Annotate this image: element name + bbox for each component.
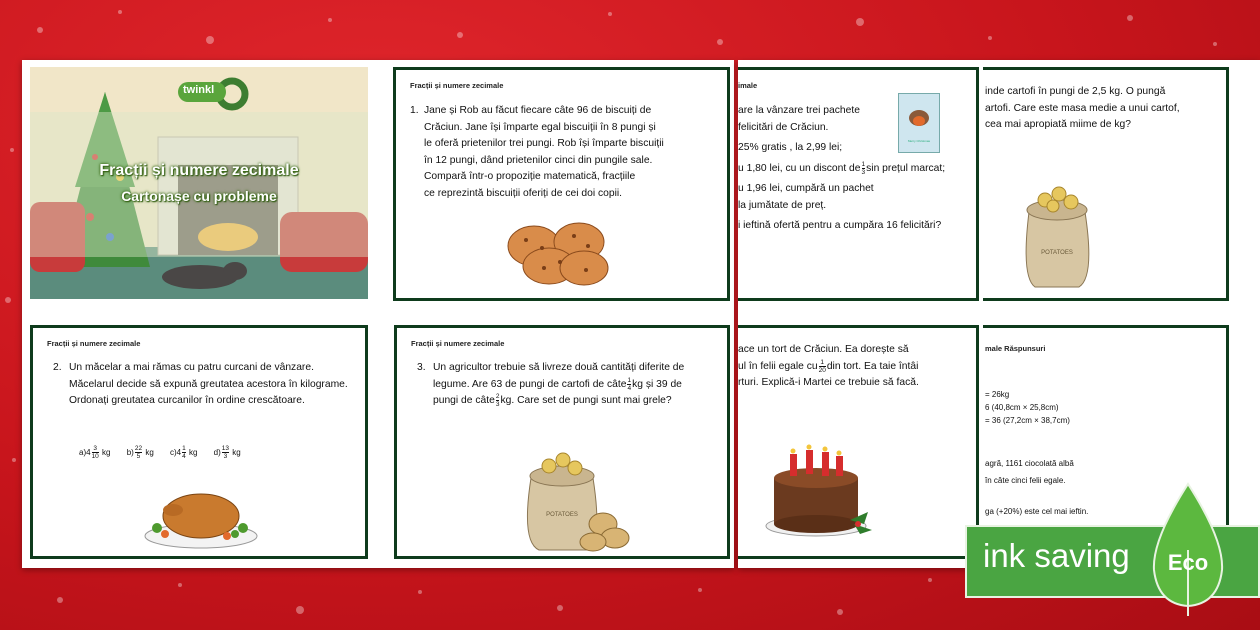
card-header: Fracții și numere zecimale [411,339,505,348]
cookies-illustration [504,218,614,288]
cover-card [30,67,368,299]
card-header: Fracții și numere zecimale [47,339,141,348]
fraction: $\frac{1}{3}$ [861,160,866,176]
problem-text: ace un tort de Crăciun. Ea dorește să ul în felii egale cu $\frac{1}{20}$ din tort. Ea taie întâi rturi. Explică-i Martei ce trebuie să facă. [738,344,919,389]
greeting-card-illustration [898,93,940,153]
option-a: a)4 $\frac{3}{10}$ kg [79,445,111,460]
eco-leaf-drop-icon [1146,480,1230,616]
option-b: b) $\frac{22}{5}$ kg [126,445,154,460]
roast-turkey-illustration [143,476,259,552]
potato-sack-illustration [517,446,637,554]
card-number: 1. [410,105,419,116]
robin-icon [899,94,939,134]
ink-saving-label: ink saving [983,537,1130,574]
problem-text: Un agricultor trebuie să livreze două cantități diferite de legume. Are 63 de pungi de cartofi de câte $\frac{1}{4}$ kg și 39 de pungi de câte $\frac{2}{3}$ kg. Care set de pungi sunt mai grele? [433,362,685,409]
problem-card-1 [393,67,730,301]
card-number: 3. [417,362,426,373]
christmas-cake-illustration [758,440,888,540]
fraction: $\frac{1}{4}$ [627,376,632,392]
cover-subtitle: Cartonașe cu probleme [121,188,277,204]
problem-card-partial-cake [738,325,979,559]
sack-label: POTATOES [1041,250,1073,256]
problem-text: are la vânzare trei pachete felicitări de Crăciun. 25% gratis , la 2,99 lei; u 1,80 lei, cu un discont de $\frac{1}{3}$ sin prețul marcat; u 1,96 lei, cumpără un pachet la jumătate de preț. i ieftină ofertă pentru a cumpăra 16 felicitări? [738,105,946,232]
fraction: $\frac{1}{20}$ [818,358,826,374]
problem-card-partial-potatoes [983,67,1229,301]
card-header: male Răspunsuri [985,344,1046,353]
option-c: c)4 $\frac{1}{4}$ kg [170,445,198,460]
eco-badge-text: Eco [1167,550,1209,575]
sack-label: POTATOES [546,512,578,518]
cover-tint [30,112,368,257]
fraction: $\frac{2}{3}$ [495,393,500,409]
problem-text: Jane și Rob au făcut fiecare câte 96 de biscuiți de Crăciun. Jane își împarte egal biscuiții în 8 pungi și le oferă prietenilor trei pungi. Rob își împarte biscuiții în 12 pungi, dând prietenilor cinci din pungile sale. Compară într-o propoziție matematică, fracțiile ce reprezintă biscuiții oferiți de cei doi copii. [424,105,664,199]
greeting-card-caption: Merry Christmas [907,139,930,143]
problem-card-partial-cards [738,67,979,301]
card-header: imale [738,81,758,90]
problem-text: inde cartofi în pungi de 2,5 kg. O pungă artofi. Care este masa medie a unui cartof, cea mai apropiată miime de kg? [985,86,1180,130]
answers-text: = 26kg 6 (40,8cm × 25,8cm) = 36 (27,2cm × 38,7cm) agră, 1161 ciocolată albă în câte cinci felii egale. ga (+20%) este cel mai ieftin. [985,390,1089,516]
option-d: d) $\frac{13}{3}$ kg [213,445,241,460]
problem-card-2 [30,325,368,559]
problem-text: Un măcelar a mai rămas cu patru curcani de vânzare. Măcelarul decide să expună greutatea acestora în kilograme. Ordonați greutatea curcanilor în ordine crescătoare. [69,362,348,406]
potato-sack-illustration [1017,182,1097,292]
brand-logo: twinkl [183,84,215,96]
cover-title: Fracții și numere zecimale [99,162,299,179]
weight-options [79,445,241,460]
card-header: Fracții și numere zecimale [410,81,504,90]
problem-card-3 [394,325,730,559]
card-number: 2. [53,362,62,373]
